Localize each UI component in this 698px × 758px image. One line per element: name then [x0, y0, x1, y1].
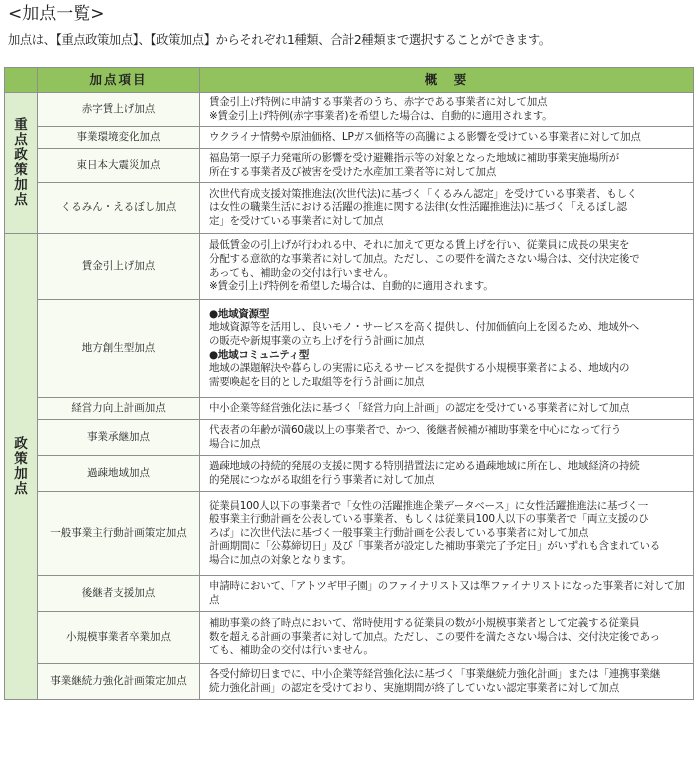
item-cell: 事業承継加点	[38, 420, 200, 456]
table-row	[5, 420, 694, 456]
item-cell: 小規模事業者卒業加点	[38, 612, 200, 664]
page-title: <加点一覧>	[8, 4, 105, 24]
table-header-row	[5, 68, 694, 93]
summary-line: 分配する意欲的な事業者に対して加点。ただし、この要件を満たさない場合は、交付決定後で	[209, 252, 640, 265]
summary-line: 計画期間に「公募締切日」及び「事業者が設定した補助事業完了予定日」がいずれも含まれている	[209, 540, 660, 553]
table-row	[5, 576, 694, 612]
summary-line: ※賃金引上げ特例(赤字事業者)を希望した場合は、自動的に適用されます。	[209, 109, 553, 122]
intro-text: 加点は、【重点政策加点】、【政策加点】からそれぞれ1種類、合計2種類まで選択することができます。	[8, 33, 551, 47]
summary-cell	[200, 456, 694, 492]
table-row	[5, 234, 694, 300]
summary-line: ろば」に次世代法に基づく一般事業主行動計画を公表している事業者に対して加点	[209, 526, 589, 539]
summary-cell	[200, 149, 694, 183]
summary-line: 中小企業等経営強化法に基づく「経営力向上計画」の認定を受けている事業者に対して加点	[209, 401, 630, 414]
table-body	[5, 93, 694, 700]
summary-line: 従業員100人以下の事業者で「女性の活躍推進企業データベース」に女性活躍推進法に基づく一	[209, 499, 649, 512]
summary-cell	[200, 127, 694, 149]
table-row	[5, 183, 694, 234]
summary-line: 続力強化計画」の認定を受けており、実施期間が終了していない認定事業者に対して加点	[209, 681, 619, 694]
summary-line: の販売や新規事業の立ち上げを行う計画に加点	[209, 334, 425, 347]
summary-line: 場合に加点	[209, 437, 261, 450]
table-row	[5, 398, 694, 420]
summary-line: 数を超える計画の事業者に対して加点。ただし、この要件を満たさない場合は、交付決定後であっ	[209, 630, 660, 643]
bonus-points-table	[4, 67, 694, 700]
item-cell: 後継者支援加点	[38, 576, 200, 612]
summary-cell	[200, 576, 694, 612]
item-cell: 東日本大震災加点	[38, 149, 200, 183]
summary-line: 申請時において、「アトツギ甲子園」のファイナリスト又は準ファイナリストになった事業者に対して加	[209, 579, 685, 592]
section-title: ●地域コミュニティ型	[209, 348, 310, 361]
item-cell: 赤字賃上げ加点	[38, 93, 200, 127]
summary-cell	[200, 664, 694, 700]
category-label: 政策加点	[14, 435, 28, 497]
summary-line: ※賃金引上げ特例を希望した場合は、自動的に適用されます。	[209, 280, 494, 293]
summary-cell	[200, 420, 694, 456]
summary-line: 代表者の年齢が満60歳以上の事業者で、かつ、後継者候補が補助事業を中心になって行う	[209, 423, 621, 436]
summary-line: 般事業主行動計画を公表している事業者、もしくは従業員100人以下の事業者で「両立支援のひ	[209, 513, 649, 526]
summary-cell	[200, 398, 694, 420]
table-row	[5, 492, 694, 576]
summary-cell	[200, 93, 694, 127]
header-summary: 概 要	[200, 68, 694, 93]
item-cell: 一般事業主行動計画策定加点	[38, 492, 200, 576]
summary-line: 次世代育成支援対策推進法(次世代法)に基づく「くるみん認定」を受けている事業者、もしく	[209, 187, 637, 200]
summary-line: 福島第一原子力発電所の影響を受け避難指示等の対象となった地域に補助事業実施場所が	[209, 151, 619, 164]
header-blank	[5, 68, 38, 93]
page	[0, 3, 698, 758]
summary-cell	[200, 183, 694, 234]
item-cell: 賃金引上げ加点	[38, 234, 200, 300]
table-row	[5, 300, 694, 398]
summary-cell	[200, 612, 694, 664]
summary-cell	[200, 492, 694, 576]
summary-line: ウクライナ情勢や原油価格、LPガス価格等の高騰による影響を受けている事業者に対して加点	[209, 130, 641, 143]
summary-line: 場合に加点の対象となります。	[209, 553, 352, 566]
summary-line: 地域資源等を活用し、良いモノ・サービスを高く提供し、付加価値向上を図るため、地域外へ	[209, 321, 639, 334]
summary-line: 定」を受けている事業者に対して加点	[209, 214, 384, 227]
table-row	[5, 664, 694, 700]
table-row	[5, 612, 694, 664]
summary-line: 点	[209, 593, 220, 606]
summary-line: ても、補助金の交付は行いません。	[209, 644, 374, 657]
summary-line: 最低賃金の引上げが行われる中、それに加えて更なる賃上げを行い、従業員に成長の果実を	[209, 239, 630, 252]
item-cell: 事業継続力強化計画策定加点	[38, 664, 200, 700]
summary-line: 需要喚起を目的とした取組等を行う計画に加点	[209, 375, 425, 388]
summary-line: 地域の課題解決や暮らしの実需に応えるサービスを提供する小規模事業者による、地域内の	[209, 362, 630, 375]
summary-line: 過疎地域の持続的発展の支援に関する特別措置法に定める過疎地域に所在し、地域経済の持続	[209, 459, 640, 472]
summary-line: は女性の職業生活における活躍の推進に関する法律(女性活躍推進法)に基づく「えるぼし認	[209, 201, 627, 214]
summary-line: 賃金引上げ特例に申請する事業者のうち、赤字である事業者に対して加点	[209, 95, 548, 108]
summary-line: 補助事業の終了時点において、常時使用する従業員の数が小規模事業者として定義する従業員	[209, 617, 640, 630]
table-row	[5, 149, 694, 183]
item-cell: 経営力向上計画加点	[38, 398, 200, 420]
table-row	[5, 456, 694, 492]
category-label: 重点政策加点	[14, 117, 28, 208]
summary-cell	[200, 300, 694, 398]
item-cell: くるみん・えるぼし加点	[38, 183, 200, 234]
table-row	[5, 93, 694, 127]
item-cell: 地方創生型加点	[38, 300, 200, 398]
summary-line: 的発展につながる取組を行う事業者に対して加点	[209, 473, 435, 486]
summary-line: あっても、補助金の交付は行いません。	[209, 266, 395, 279]
table-row	[5, 127, 694, 149]
category-cell	[5, 93, 38, 234]
section-title: ●地域資源型	[209, 307, 270, 320]
summary-line: 各受付締切日までに、中小企業等経営強化法に基づく「事業継続力強化計画」または「連携事業継	[209, 667, 660, 680]
summary-line: 所在する事業者及び被害を受けた水産加工業者等に対して加点	[209, 165, 496, 178]
item-cell: 事業環境変化加点	[38, 127, 200, 149]
summary-cell	[200, 234, 694, 300]
header-item: 加点項目	[38, 68, 200, 93]
category-cell	[5, 234, 38, 700]
item-cell: 過疎地域加点	[38, 456, 200, 492]
